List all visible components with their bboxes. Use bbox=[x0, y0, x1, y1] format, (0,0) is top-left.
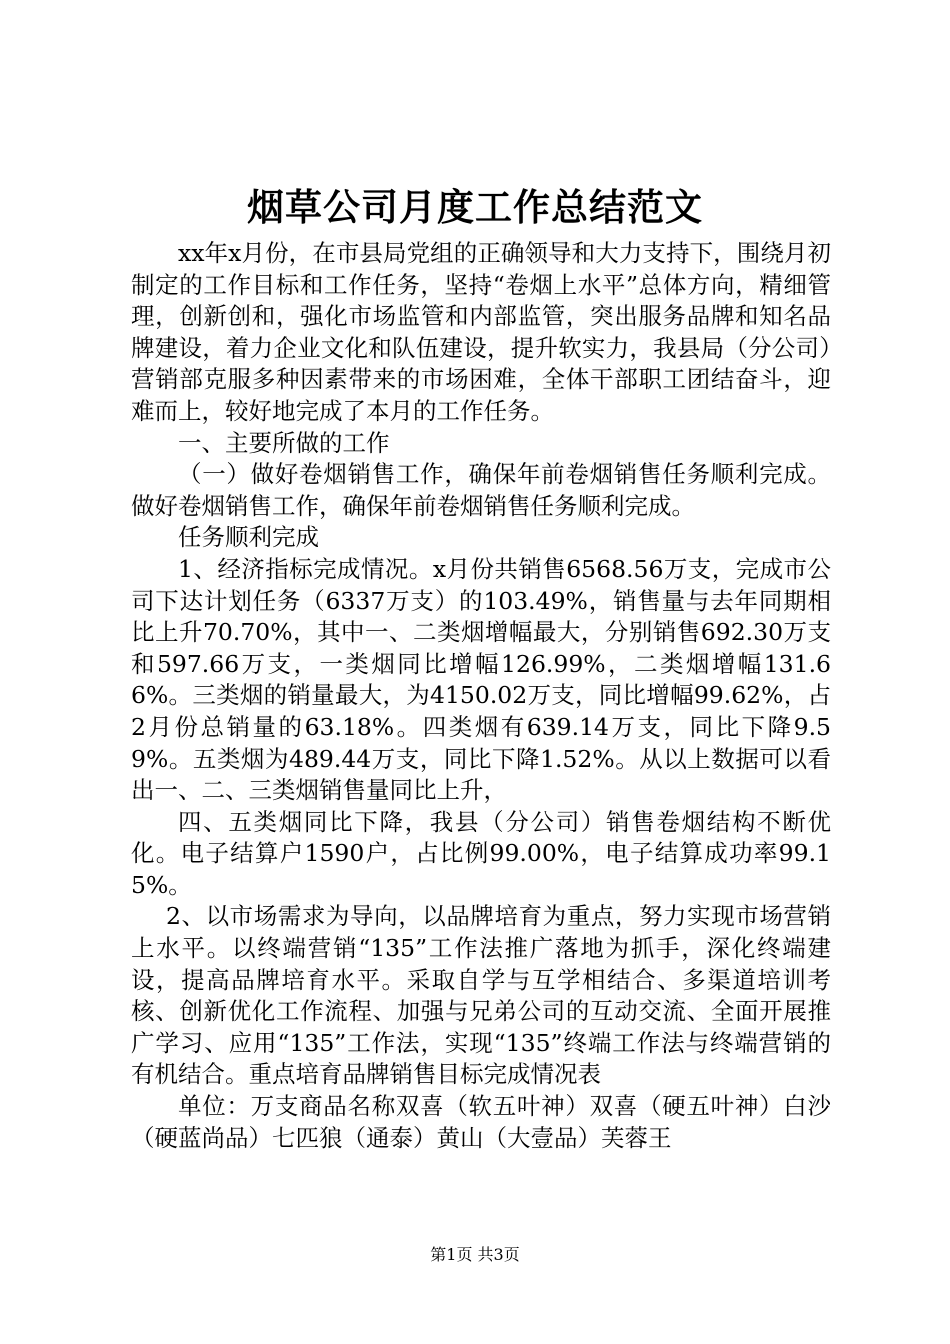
document-body bbox=[131, 238, 831, 1154]
task-complete-line: 任务顺利完成 bbox=[178, 523, 319, 552]
intro-paragraph: xx年x月份，在市县局党组的正确领导和大力支持下，围绕月初制定的工作目标和工作任务，坚持“卷烟上水平”总体方向，精细管理，创新创和，强化市场监管和内部监管，突出服务品牌和知名品牌建设，着力企业文化和队伍建设，提升软实力，我县局（分公司）营销部克服多种因素带来的市场困难，全体干部职工团结奋斗，迎难而上，较好地完成了本月的工作任务。 bbox=[131, 239, 831, 425]
unit-brand-list-paragraph: 单位：万支商品名称双喜（软五叶神）双喜（硬五叶神）白沙（硬蓝尚品）七匹狼（通泰）黄山（大壹品）芙蓉王 bbox=[131, 1092, 831, 1152]
document-title: 烟草公司月度工作总结范文 bbox=[247, 185, 703, 229]
section-heading-main-work: 一、主要所做的工作 bbox=[178, 428, 390, 457]
economic-indicators-paragraph: 1、经济指标完成情况。x月份共销售6568.56万支，完成市公司下达计划任务（6337万支）的103.49%，销售量与去年同期相比上升70.70%，其中一、二类烟增幅最大，分别销售692.30万支和597.66万支，一类烟同比增幅126.99%，二类烟增幅131.66%。三类烟的销量最大，为4150.02万支，同比增幅99.62%，占2月份总销量的63.18%。四类烟有639.14万支，同比下降9.59%。五类烟为489.44万支，同比下降1.52%。从以上数据可以看出一、二、三类烟销售量同比上升， bbox=[131, 554, 831, 805]
page-footer: 第1页 共3页 bbox=[430, 1245, 520, 1264]
structure-optimization-paragraph: 四、五类烟同比下降，我县（分公司）销售卷烟结构不断优化。电子结算户1590户，占比例99.00%，电子结算成功率99.15%。 bbox=[131, 807, 831, 899]
market-demand-paragraph: 2、以市场需求为导向，以品牌培育为重点，努力实现市场营销上水平。以终端营销“135”工作法推广落地为抓手，深化终端建设，提高品牌培育水平。采取自学与互学相结合、多渠道培训考核、创新优化工作流程、加强与兄弟公司的互动交流、全面开展推广学习、应用“135”工作法，实现“135”终端工作法与终端营销的有机结合。重点培育品牌销售目标完成情况表 bbox=[131, 902, 831, 1089]
subsection-heading-sales: （一）做好卷烟销售工作，确保年前卷烟销售任务顺利完成。做好卷烟销售工作，确保年前卷烟销售任务顺利完成。 bbox=[131, 460, 831, 520]
